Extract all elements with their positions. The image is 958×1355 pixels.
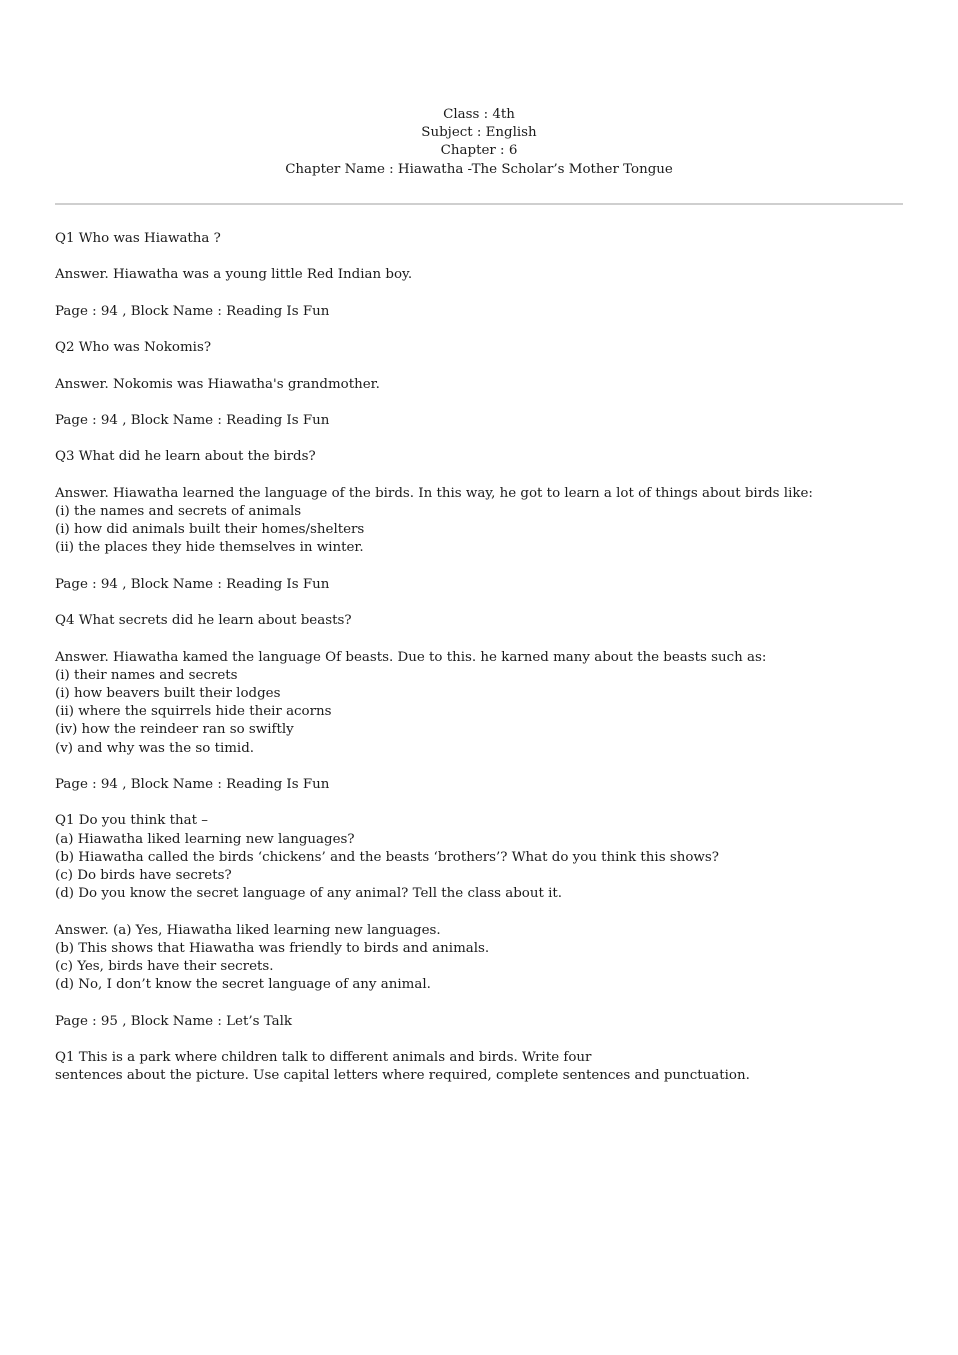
q4-answer [55, 649, 915, 758]
q2-question: Q2 Who was Nokomis? [55, 340, 212, 356]
talk-question-line: (b) Hiawatha called the birds ‘chickens’ and the beasts ‘brothers’? What do you think this shows? [55, 849, 719, 865]
chapter-name-line: Chapter Name : Hiawatha -The Scholar’s Mother Tongue [285, 161, 673, 177]
class-line: Class : 4th [443, 107, 515, 122]
q4-question: Q4 What secrets did he learn about beasts? [55, 613, 352, 629]
q3-question: Q3 What did he learn about the birds? [55, 449, 316, 465]
write-question-line: sentences about the picture. Use capital letters where required, complete sentences and punctuation. [55, 1068, 750, 1084]
talk-answer-line: (b) This shows that Hiawatha was friendly to birds and animals. [55, 940, 490, 956]
write-question-line: Q1 This is a park where children talk to different animals and birds. Write four [55, 1049, 592, 1065]
header-divider [55, 203, 903, 205]
talk-answer-line: (c) Yes, birds have their secrets. [55, 958, 274, 974]
q2-page-reference: Page : 94 , Block Name : Reading Is Fun [55, 412, 330, 428]
subject-line: Subject : English [421, 125, 537, 141]
q1-answer: Answer. Hiawatha was a young little Red Indian boy. [55, 267, 413, 283]
chapter-line: Chapter : 6 [440, 143, 518, 159]
q4-answer-line: (ii) where the squirrels hide their acorns [55, 704, 332, 720]
q3-answer-line: (ii) the places they hide themselves in winter. [55, 540, 364, 556]
talk-page-reference: Page : 95 , Block Name : Let’s Talk [55, 1013, 292, 1029]
q3-answer-line: Answer. Hiawatha learned the language of the birds. In this way, he got to learn a lot of things about birds like: [55, 485, 813, 501]
talk-question-line: (c) Do birds have secrets? [55, 867, 232, 883]
talk-answer-line: (d) No, I don’t know the secret language of any animal. [55, 977, 431, 993]
q2-answer: Answer. Nokomis was Hiawatha's grandmother. [55, 376, 380, 392]
q4-answer-line: Answer. Hiawatha kamed the language Of beasts. Due to this. he karned many about the beasts such as: [55, 649, 767, 665]
q1-page-reference: Page : 94 , Block Name : Reading Is Fun [55, 303, 330, 319]
talk-question-line: (d) Do you know the secret language of any animal? Tell the class about it. [55, 886, 563, 902]
q4-answer-line: (v) and why was the so timid. [55, 740, 255, 756]
q4-answer-line: (i) how beavers built their lodges [55, 685, 281, 701]
talk-question-line: Q1 Do you think that – [55, 813, 208, 829]
q3-answer [55, 485, 915, 558]
talk-question-line: (a) Hiawatha liked learning new languages? [55, 831, 355, 847]
talk-question [55, 812, 915, 903]
document-body [55, 230, 915, 1104]
document-header [0, 106, 958, 179]
q4-answer-line: (iv) how the reindeer ran so swiftly [55, 722, 294, 738]
talk-answer-line: Answer. (a) Yes, Hiawatha liked learning new languages. [55, 922, 441, 938]
talk-answer [55, 922, 915, 995]
q3-answer-line: (i) the names and secrets of animals [55, 503, 302, 519]
q1-question: Q1 Who was Hiawatha ? [55, 231, 221, 246]
q4-page-reference: Page : 94 , Block Name : Reading Is Fun [55, 776, 330, 792]
q3-page-reference: Page : 94 , Block Name : Reading Is Fun [55, 576, 330, 592]
q4-answer-line: (i) their names and secrets [55, 667, 238, 683]
write-question [55, 1049, 915, 1085]
q3-answer-line: (i) how did animals built their homes/shelters [55, 522, 365, 538]
